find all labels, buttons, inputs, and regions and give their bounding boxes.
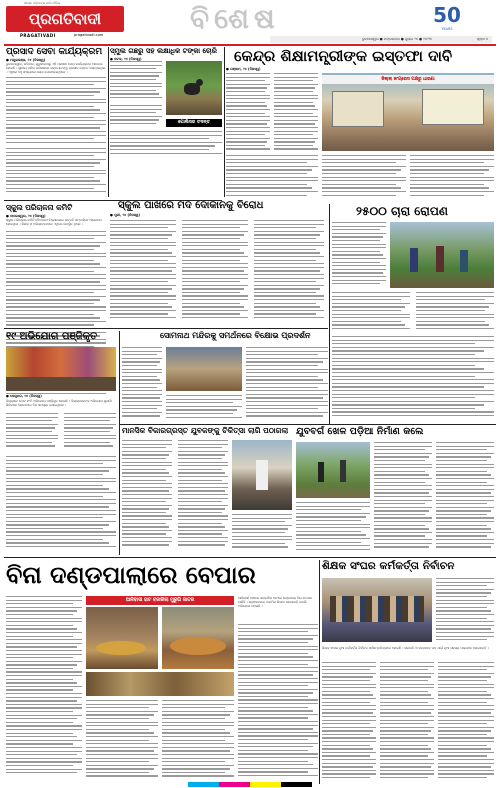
article-body-lines-3 [380,662,434,782]
article-body-lines-2 [274,73,318,153]
page-number: ପୃଷ୍ଠା ୫ [476,37,488,41]
masthead [0,0,500,44]
article-body-lines-2 [182,220,248,324]
youth-photo [232,440,292,510]
article-theft [110,47,222,197]
article-byline: ● ବାଲେଶ୍ୱର, ୨୪ (ନିଜସ୍ୱ) [6,214,46,218]
article-title: ଯୁବବର୍ଗ ଖେଳ ପଡ଼ିଆ ନିର୍ମାଣ କଲେ [296,426,424,437]
article-playground [296,426,494,556]
article-body-lines-2 [86,700,158,782]
market-photo-1 [86,607,158,669]
article-title: ସ୍ମୁଲ ଗଛରୁ ସହ ଲକ୍ଷାଧିକ ଟଙ୍କା ଚୋରି [110,47,217,55]
masthead-tagline: ସମସ୍ତ ଓଡ଼ିଆଙ୍କ ପାଇଁ ଦୈନିକ [24,1,61,5]
article-mental-health [122,426,292,552]
article-body-lines [6,77,106,145]
article-byline: ● ଗଞ୍ଜାମ, ୨୪ (ନିଜସ୍ୱ) [226,67,261,71]
website-link[interactable]: pragativadi.com [74,33,104,37]
protest-photo-2 [166,347,242,391]
article-body-lines [436,578,494,642]
article-body-lines-3 [246,347,328,419]
article-liquor-shop [110,200,326,325]
column-rule-4 [119,331,120,555]
market-tag-text: ଆଦିବାସୀ ହାଟ ବଜାରିଲା ମୁରୁଗି ଜାତର [125,598,195,603]
article-saplings [332,204,494,334]
article-body-lines [122,347,162,419]
article-byline: ● ପୁରୀ, ୨୪ (ନିଜସ୍ୱ) [110,213,141,217]
article-body-lines [122,440,172,550]
article-body: ଆଦିବାସୀ ଅଞ୍ଚଳର ସାପ୍ତାହିକ ହାଟରେ ଦଣ୍ଡପାଲା ବିନା ବେପାର ଚାଲିଛି । ଗ୍ରାହକମାନେ ଠକାମିର ଶିକାର ହେଉଛନ୍ତି ବୋଲି ଅଭିଯୋଗ ହୋଇଛି । [238,596,312,609]
row-divider-2 [4,328,328,329]
article-body-lines-3 [162,700,234,782]
article-body-lines [226,73,270,153]
article-byline: ● କେନ୍ଦୁଝର, ୨୪ (ନିଜସ୍ୱ) [6,394,42,398]
photo-caption: ଜିଲ୍ଲା କଂଗ୍ରେସ ପକ୍ଷରୁ ଧାରଣା [381,77,435,82]
article-body-lines-5 [226,155,318,199]
masthead-rule [4,44,496,46]
logo-subtitle: PRAGATIVADI [20,33,56,38]
police-tag [166,119,222,127]
article-body-lines-2 [332,292,410,332]
teachers-photo [322,578,432,642]
article-body-lines-2 [178,440,228,550]
dateline-bar [270,36,492,43]
article-body-lines [374,442,432,554]
article-prasad-seva [6,47,106,145]
article-body-lines-4 [438,662,494,782]
right-column-lines [332,336,494,422]
market-tag [86,596,234,605]
article-body-lines [110,220,176,324]
article-title: ସ୍କୁଲ ପାଖରେ ମଦ ଦୋକାନକୁ ବିରୋଧ [118,200,264,211]
article-byline: ● କଟକ, ୨୪ (ନିଜସ୍ୱ) [110,57,142,61]
article-body-lines [110,61,162,101]
complaints-photo [6,347,116,391]
market-photo-2 [162,607,234,669]
article-body-lines-2 [110,105,162,127]
anniversary-sub: YEARS [441,27,453,31]
article-body-lines-3 [296,502,370,554]
police-tag-text: ପୋଲିସର ତଦନ୍ତ [178,120,210,125]
article-body-lines-4 [410,155,494,199]
left-column-lines-2 [6,456,116,552]
article-resignation [226,47,494,202]
article-body: ଭୁବନେଶ୍ୱର, ରବିବାର, ଗୁରୁବାରଠାରୁ ଏହି ପ୍ରସାଦ ସେବା କାର୍ଯ୍ୟକ୍ରମ ଆରମ୍ଭ ହୋଇଛି । ସ୍ଥାନୀୟ ମନ୍ଦିର ପରିସରରେ ଭକ୍ତମାନଙ୍କୁ ପ୍ରସାଦ ବଣ୍ଟନ କରାଯାଇଥିଲା । ଏଥିରେ ବହୁ ସଂଖ୍ୟାରେ ଲୋକ ଯୋଗଦେଇଥିଲେ । [6,62,106,75]
anniversary-badge [432,3,462,33]
row-divider-4 [120,424,496,425]
logo [6,6,124,32]
article-no-scale-trade [6,560,318,784]
column-rule-2 [224,47,225,197]
article-body-lines [6,413,58,451]
article-body-lines-3 [416,292,494,332]
article-body-lines-4 [238,624,318,782]
section-title: ବିଶେଷ [190,2,280,35]
playground-photo [296,442,370,498]
logo-text: ପ୍ରଗତିବାଦୀ [28,10,102,28]
article-title: କେନ୍ଦ୍ର ଶିକ୍ଷାମନ୍ତ୍ରୀଙ୍କ ଇସ୍ତଫା ଦାବି [234,47,453,65]
article-body: ସ୍କୁଲ ପରିଚାଳନା କମିଟି ବୈଠକରେ ବିଦ୍ୟାଳୟର ଉନ୍ନତି ସମ୍ପର୍କରେ ଆଲୋଚନା ହୋଇଥିଲା । ଶିକ୍ଷକ ଓ ଅଭିଭାବକମାନେ ଏଥିରେ ଉପସ୍ଥିତ ଥିଲେ । [6,218,102,227]
goat-photo [166,61,222,115]
left-column-lines [6,148,106,196]
article-title: ମାନସିକ ବିକାରଗ୍ରସ୍ତ ଯୁବକଙ୍କୁ ଚିକିତ୍ସା ଲାଗି ପଠାଗଲା [122,426,289,435]
article-body: ଶିକ୍ଷକ ସଂଘର ନୂଆ କର୍ମକର୍ତ୍ତା ନିର୍ବାଚନ ସର୍ବସମ୍ମତିକ୍ରମେ ହୋଇଛି । ସଭାପତି ଓ ସମ୍ପାଦକ ପଦ ପାଇଁ ନୂଆ ସଦସ୍ୟ ମନୋନୀତ ହୋଇଛନ୍ତି । [322,646,489,650]
article-body-lines [332,222,386,288]
article-body-lines-2 [322,662,376,782]
article-title: ୨୫୦୦ ଚାରା ରୋପଣ [356,204,448,218]
column-rule-1 [108,47,109,197]
color-registration-marks [188,782,312,787]
article-body-lines-3 [254,220,324,324]
article-body-lines-2 [166,395,242,419]
row-divider-3 [4,557,496,558]
column-rule-5 [319,560,320,784]
dateline: ଭୁବନେଶ୍ୱର ● ମଙ୍ଗଳବାର ● ଜୁଲାଇ ୨୫ ● ୨୦୨୩ [362,37,432,41]
article-teacher-union [322,560,494,784]
article-title: ଶିକ୍ଷକ ସଂଘର କର୍ମକର୍ତ୍ତା ନିର୍ବାଚନ [322,560,455,572]
article-body-lines-2 [436,442,494,554]
article-body-lines-3 [232,514,292,550]
market-photo-3 [86,672,234,696]
article-body-lines-2 [64,413,116,451]
article-body-lines-3 [110,131,222,155]
anniversary-number: 50 [433,3,461,27]
article-title: ସୋମନାଥ ମନ୍ଦିରକୁ ସମର୍ଥନରେ ବିକ୍ଷୋଭ ପ୍ରଦର୍ଶନ [160,331,311,340]
article-body-lines-3 [322,155,406,199]
article-complaints [6,331,116,451]
article-byline: ● ମୟୂରଭଞ୍ଜ, ୨୪ (ନିଜସ୍ୱ) [6,58,46,62]
article-title: ପ୍ରସାଦ ସେବା କାର୍ଯ୍ୟକ୍ରମ [6,47,103,57]
article-somnath-protest [122,331,328,423]
article-title: ସ୍କୁଲ ପରିଚାଳନା କମିଟି [6,203,73,212]
sapling-photo [390,222,494,288]
article-title: ବିନା ଦଣ୍ଡପାଲାରେ ବେପାର [6,561,256,589]
protest-photo [322,73,494,151]
article-body: ଜିଲ୍ଲାରେ ମୋଟ ୧୯ଟି ଅଭିଯୋଗ ପଞ୍ଜିକୃତ ହୋଇଛି । ଜିଲ୍ଲାପାଳଙ୍କ ଅଭିଯୋଗ ଶୁଣାଣି ଶିବିରରେ ଲୋକମାନେ ନିଜ ସମସ୍ୟା ଜଣାଇଥିଲେ । [6,399,112,408]
column-rule-3 [329,204,330,424]
article-body-lines [6,596,82,782]
article-title: ୧୯ ଅଭିଯୋଗ ପଞ୍ଜିକୃତ [6,331,98,342]
